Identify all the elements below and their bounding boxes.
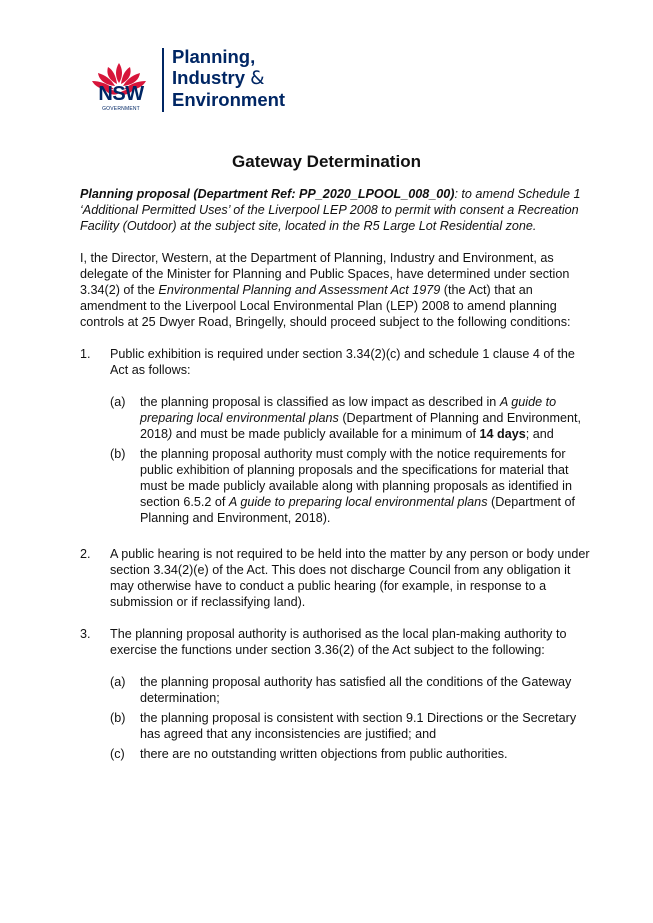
- sub-condition-1a: (a) the planning proposal is classified as low impact as described in A guide to preparing local environmental plans (Department of Planning and Environment, 2018) and must be made publicly available for a minimum of 14 days; and: [110, 395, 582, 441]
- sub-condition-1b: (b) the planning proposal authority must comply with the notice requirements for public exhibition of planning proposals and the specifications for material that must be made publicly available along with planning proposals as identified in section 6.5.2 of A guide to preparing local environmental plans (Department of Planning and Environment, 2018).: [110, 447, 575, 525]
- condition-text: Public exhibition is required under section 3.34(2)(c) and schedule 1 clause 4 of the Act as follows:: [110, 347, 575, 377]
- determination-paragraph: I, the Director, Western, at the Department of Planning, Industry and Environment, as delegate of the Minister for Planning and Public Spaces, have determined under section 3.34(2) of the Environmental Planning and Assessment Act 1979 (the Act) that an amendment to the Liverpool Local Environmental Plan (LEP) 2008 to amend planning controls at 25 Dwyer Road, Bringelly, should proceed subject to the following conditions:: [80, 251, 571, 329]
- dept-line-2: Industry &: [172, 67, 265, 89]
- condition-2: [80, 546, 590, 610]
- dept-line-1: Planning,: [172, 46, 256, 67]
- condition-text: A public hearing is not required to be held into the matter by any person or body under section 3.34(2)(e) of the Act. This does not discharge Council from any obligation it may otherwise have to conduct a public hearing (for example, in response to a submission or if reclassifying land).: [110, 547, 590, 609]
- sub-condition-3a: (a) the planning proposal authority has satisfied all the conditions of the Gateway determination;: [110, 675, 572, 705]
- condition-1: [80, 346, 590, 530]
- logo-nsw-text: NSW: [98, 83, 144, 105]
- condition-number: 2.: [80, 547, 91, 561]
- condition-text: The planning proposal authority is authorised as the local plan-making authority to exercise the functions under section 3.36(2) of the Act subject to the following:: [110, 627, 567, 657]
- logo-government-text: GOVERNMENT: [102, 106, 140, 112]
- logo-divider: [162, 48, 164, 112]
- page-title: Gateway Determination: [232, 152, 421, 171]
- condition-number: 1.: [80, 347, 91, 361]
- sub-condition-3b: (b) the planning proposal is consistent with section 9.1 Directions or the Secretary has agreed that any inconsistencies are justified; and: [110, 711, 577, 741]
- condition-3: [80, 626, 590, 766]
- conditions-list: [80, 346, 590, 766]
- sub-condition-3c: (c) there are no outstanding written objections from public authorities.: [110, 747, 508, 761]
- condition-number: 3.: [80, 627, 91, 641]
- department-name: [172, 46, 285, 110]
- intro-paragraph: Planning proposal (Department Ref: PP_2020_LPOOL_008_00): to amend Schedule 1 ‘Additional Permitted Uses’ of the Liverpool LEP 2008 to permit with consent a Recreation Facility (Outdoor) at the subject site, located in the R5 Large Lot Residential zone.: [80, 187, 581, 233]
- document-body: [80, 186, 590, 782]
- dept-line-3: Environment: [172, 89, 286, 110]
